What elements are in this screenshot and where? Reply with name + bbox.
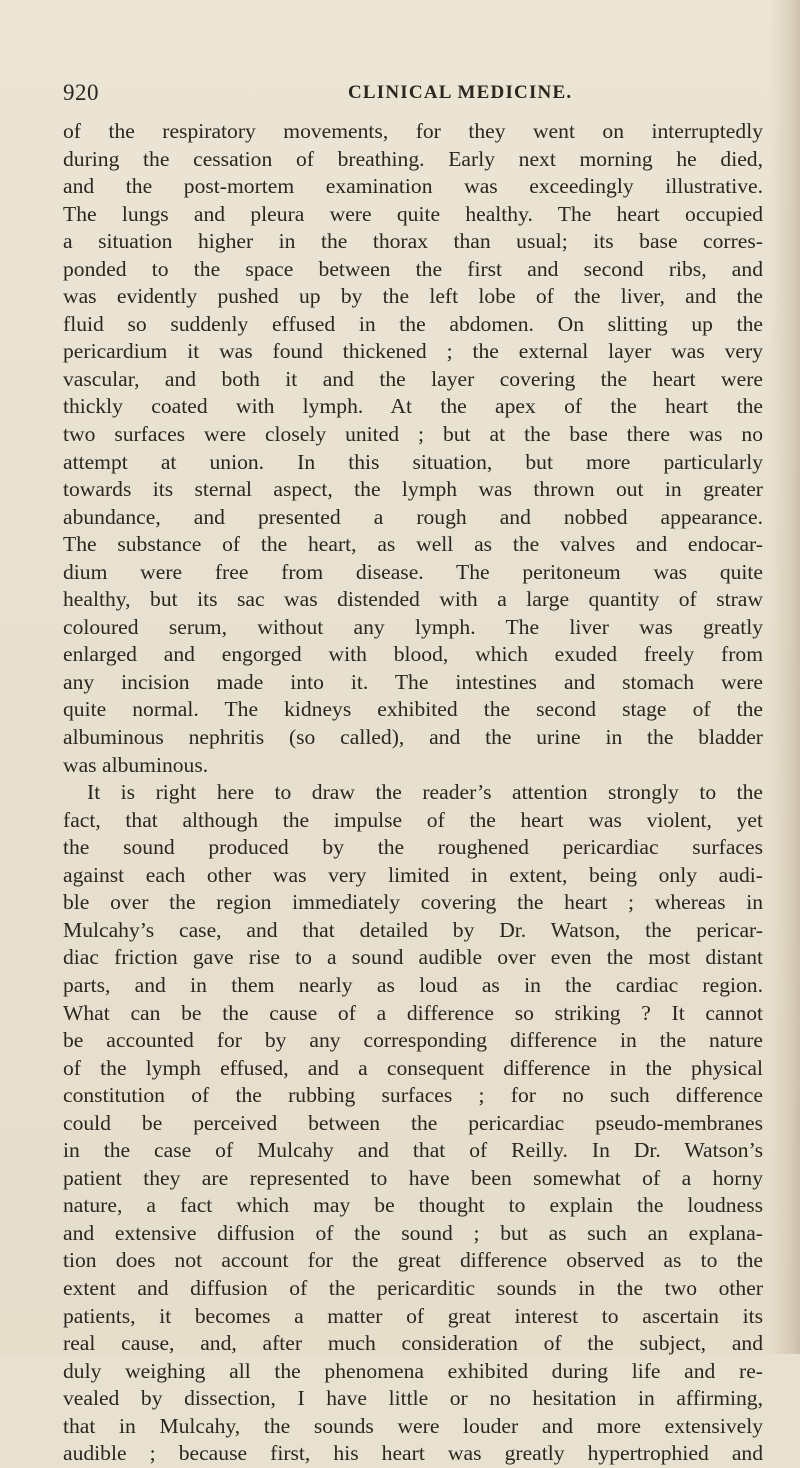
text-line: attempt at union. In this situation, but more particularly <box>63 449 763 474</box>
text-line: The substance of the heart, as well as the valves and endocar- <box>63 532 763 557</box>
text-line: enlarged and engorged with blood, which exuded freely from <box>63 642 763 667</box>
page-header <box>63 80 758 110</box>
text-line: in the case of Mulcahy and that of Reilly. In Dr. Watson’s <box>63 1138 763 1163</box>
text-line: parts, and in them nearly as loud as in the cardiac region. <box>63 972 763 997</box>
text-line: could be perceived between the pericardiac pseudo-membranes <box>63 1110 763 1135</box>
text-line: the sound produced by the roughened pericardiac surfaces <box>63 835 763 860</box>
text-line: of the respiratory movements, for they went on interruptedly <box>63 119 763 143</box>
text-line: pericardium it was found thickened ; the external layer was very <box>63 339 763 364</box>
text-line: Mulcahy’s case, and that detailed by Dr. Watson, the pericar- <box>63 917 763 942</box>
text-line: dium were free from disease. The peritoneum was quite <box>63 559 763 584</box>
text-line: of the lymph effused, and a consequent difference in the physical <box>63 1055 763 1080</box>
running-title: CLINICAL MEDICINE. <box>348 82 573 103</box>
text-line: thickly coated with lymph. At the apex of the heart the <box>63 394 763 419</box>
text-line: duly weighing all the phenomena exhibited during life and re- <box>63 1358 763 1383</box>
body-text <box>63 118 763 1468</box>
text-line: vascular, and both it and the layer covering the heart were <box>63 366 763 391</box>
text-line: any incision made into it. The intestines and stomach were <box>63 669 763 694</box>
text-line: patient they are represented to have been somewhat of a horny <box>63 1165 763 1190</box>
text-line: abundance, and presented a rough and nobbed appearance. <box>63 504 763 529</box>
text-line: extent and diffusion of the pericarditic sounds in the two other <box>63 1275 763 1300</box>
text-line: was evidently pushed up by the left lobe of the liver, and the <box>63 284 763 309</box>
text-line: diac friction gave rise to a sound audible over even the most distant <box>63 945 763 970</box>
text-line: towards its sternal aspect, the lymph was thrown out in greater <box>63 477 763 502</box>
paragraph-start-line: It is right here to draw the reader’s attention strongly to the <box>87 780 763 805</box>
text-line: quite normal. The kidneys exhibited the second stage of the <box>63 697 763 722</box>
text-line: patients, it becomes a matter of great interest to ascertain its <box>63 1303 763 1328</box>
page-number: 920 <box>63 80 99 105</box>
text-line: ponded to the space between the first and second ribs, and <box>63 256 763 281</box>
text-line: and the post-mortem examination was exceedingly illustrative. <box>63 174 763 199</box>
text-line: constitution of the rubbing surfaces ; for no such difference <box>63 1083 763 1108</box>
text-line: tion does not account for the great difference observed as to the <box>63 1248 763 1273</box>
text-line: albuminous nephritis (so called), and the urine in the bladder <box>63 725 763 750</box>
text-line: vealed by dissection, I have little or no hesitation in affirming, <box>63 1386 763 1411</box>
text-line: What can be the cause of a difference so striking ? It cannot <box>63 1000 763 1025</box>
text-line: healthy, but its sac was distended with a large quantity of straw <box>63 587 763 612</box>
text-line: during the cessation of breathing. Early next morning he died, <box>63 146 763 171</box>
text-line: audible ; because first, his heart was greatly hypertrophied and <box>63 1441 763 1466</box>
text-line: coloured serum, without any lymph. The liver was greatly <box>63 614 763 639</box>
text-line: and extensive diffusion of the sound ; but as such an explana- <box>63 1220 763 1245</box>
text-line: The lungs and pleura were quite healthy. The heart occupied <box>63 201 763 226</box>
text-line: fluid so suddenly effused in the abdomen. On slitting up the <box>63 311 763 336</box>
text-line: two surfaces were closely united ; but at the base there was no <box>63 422 763 447</box>
text-line: that in Mulcahy, the sounds were louder and more extensively <box>63 1413 763 1438</box>
text-line: ble over the region immediately covering the heart ; whereas in <box>63 890 763 915</box>
text-line: fact, that although the impulse of the heart was violent, yet <box>63 807 763 832</box>
text-line: a situation higher in the thorax than usual; its base corres- <box>63 229 763 254</box>
text-line: against each other was very limited in extent, being only audi- <box>63 862 763 887</box>
text-line: nature, a fact which may be thought to explain the loudness <box>63 1193 763 1218</box>
text-line: be accounted for by any corresponding difference in the nature <box>63 1028 763 1053</box>
paragraph-end-line: was albuminous. <box>63 752 209 777</box>
text-line: real cause, and, after much consideration of the subject, and <box>63 1331 763 1356</box>
